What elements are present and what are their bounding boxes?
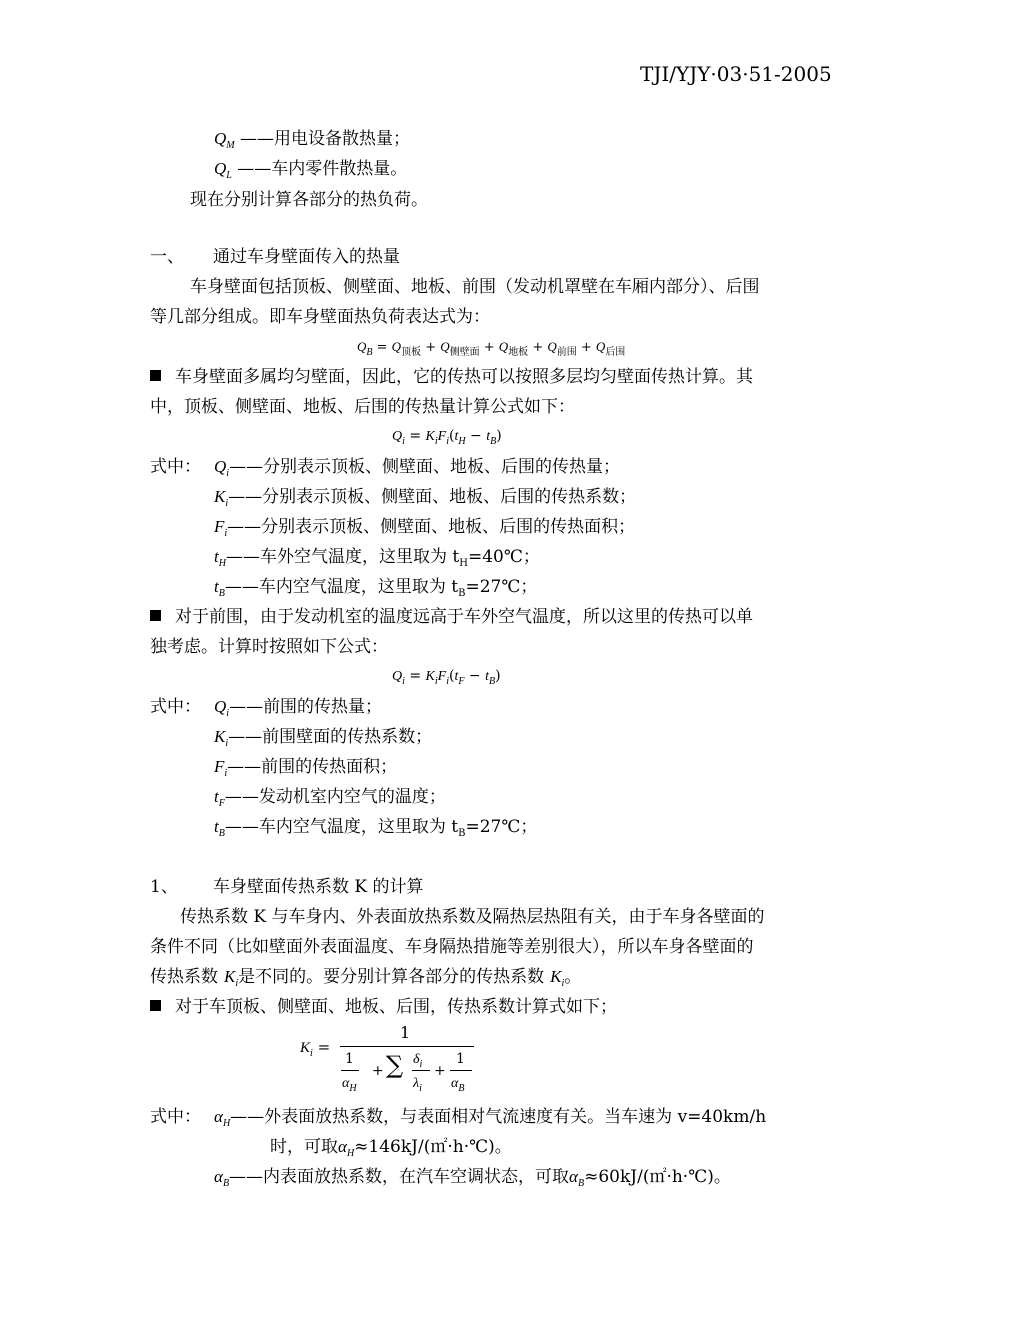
bullet-text: 对于前围，由于发动机室的温度远高于车外空气温度，所以这里的传热可以单 bbox=[175, 607, 753, 627]
definition-line: $t_F——$发动机室内空气的温度； bbox=[214, 787, 446, 809]
subsection-number: 1、 bbox=[150, 877, 178, 897]
bullet-square-icon bbox=[150, 610, 161, 621]
definition-line: $t_B——$车内空气温度，这里取为 $t_B=27℃$； bbox=[214, 817, 538, 839]
ql-definition bbox=[214, 158, 407, 187]
formula-heat-transfer-coefficient: $K_i$ = 1 1 $\alpha_H$ + ∑ $\delta_i$ $\lambda_i$ + 1 $\alpha_B$ bbox=[300, 1022, 480, 1102]
bullet-paragraph bbox=[150, 606, 753, 628]
definition-line: $K_i——$前围壁面的传热系数； bbox=[214, 727, 433, 749]
where-label: 式中： bbox=[150, 457, 201, 477]
bullet-square-icon bbox=[150, 370, 161, 381]
paragraph-line: 条件不同（比如壁面外表面温度、车身隔热措施等差别很大），所以车身各壁面的 bbox=[150, 937, 754, 957]
qm-subscript: M bbox=[226, 140, 235, 151]
bullet-text: 对于车顶板、侧壁面、地板、后围，传热系数计算式如下； bbox=[175, 997, 617, 1017]
paragraph-line: 传热系数 $K_i$是不同的。要分别计算各部分的传热系数 $K_i$。 bbox=[150, 967, 582, 989]
bullet-paragraph bbox=[150, 996, 617, 1018]
definition-line: $\alpha_H——$外表面放热系数，与表面相对气流速度有关。当车速为 v=40km/h bbox=[214, 1107, 767, 1129]
formula-front-heat-transfer: $Q_i = K_iF_i(t_F - t_B)$ bbox=[392, 668, 501, 687]
paragraph-line: 传热系数 K 与车身内、外表面放热系数及隔热层热阻有关，由于车身各壁面的 bbox=[180, 907, 765, 927]
bullet-paragraph bbox=[150, 366, 753, 388]
definition-line: $Q_i——$前围的传热量； bbox=[214, 697, 383, 719]
definition-line: $F_i——$分别表示顶板、侧壁面、地板、后围的传热面积； bbox=[214, 517, 636, 539]
ql-description: ——车内零件散热量。 bbox=[237, 159, 408, 179]
section-number: 一、 bbox=[150, 247, 184, 267]
paragraph-line: 中，顶板、侧壁面、地板、后围的传热量计算公式如下： bbox=[150, 397, 575, 417]
formula-total-heat: $Q_B = Q_{顶板} + Q_{侧壁面} + Q_{地板} + Q_{前围} + Q_{后围}$ bbox=[357, 339, 626, 358]
bullet-square-icon bbox=[150, 1000, 161, 1011]
definition-line: $Q_i——$分别表示顶板、侧壁面、地板、后围的传热量； bbox=[214, 457, 621, 479]
definition-line: $t_B——$车内空气温度，这里取为 $t_B=27℃$； bbox=[214, 577, 538, 599]
ql-subscript: L bbox=[226, 170, 232, 181]
ql-symbol: Q bbox=[214, 159, 227, 178]
document-number: TJI/YJY·03·51-2005 bbox=[640, 62, 832, 86]
qm-description: ——用电设备散热量； bbox=[240, 129, 411, 149]
qm-symbol: Q bbox=[214, 129, 227, 148]
where-label: 式中： bbox=[150, 697, 201, 717]
formula-heat-transfer: $Q_i = K_iF_i(t_H - t_B)$ bbox=[392, 428, 502, 447]
paragraph-line: 车身壁面包括顶板、侧壁面、地板、前围（发动机罩壁在车厢内部分）、后围 bbox=[190, 277, 760, 297]
definition-line: $t_H——$车外空气温度，这里取为 $t_H=40℃$； bbox=[214, 547, 540, 569]
where-label: 式中： bbox=[150, 1107, 201, 1127]
definition-line: $K_i——$分别表示顶板、侧壁面、地板、后围的传热系数； bbox=[214, 487, 637, 509]
paragraph-line: 独考虑。计算时按照如下公式： bbox=[150, 637, 388, 657]
definition-line: 时，可取$\alpha_H\approx 146kJ/(㎡\cdot h\cdot℃)$。 bbox=[270, 1137, 512, 1159]
definition-line: $F_i——$前围的传热面积； bbox=[214, 757, 398, 779]
qm-definition bbox=[214, 128, 410, 157]
bullet-text: 车身壁面多属均匀壁面，因此，它的传热可以按照多层均匀壁面传热计算。其 bbox=[175, 367, 753, 387]
subsection-title: 车身壁面传热系数 K 的计算 bbox=[213, 877, 424, 897]
intro-summary: 现在分别计算各部分的热负荷。 bbox=[190, 190, 428, 210]
paragraph-line: 等几部分组成。即车身壁面热负荷表达式为： bbox=[150, 307, 490, 327]
section-title: 通过车身壁面传入的热量 bbox=[213, 247, 400, 267]
definition-line: $\alpha_B——$内表面放热系数，在汽车空调状态，可取$\alpha_B\approx 60kJ/(㎡\cdot h\cdot℃)$。 bbox=[214, 1167, 731, 1189]
